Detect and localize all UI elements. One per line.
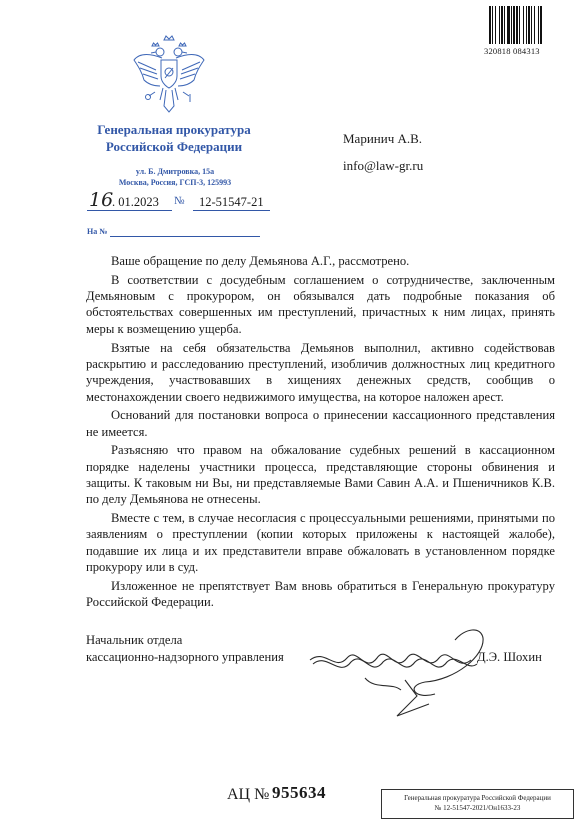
- serial-label: АЦ №: [227, 786, 270, 803]
- number-sign: №: [174, 195, 185, 207]
- barcode-bar: [523, 6, 524, 44]
- signer-title-line2: кассационно-надзорного управления: [86, 650, 284, 664]
- barcode-bar: [504, 6, 505, 44]
- barcode-bar: [507, 6, 510, 44]
- letter-body: [86, 253, 555, 613]
- in-reply-label: На №: [87, 227, 108, 236]
- registration-number: 12-51547-21: [199, 195, 264, 209]
- barcode-bar: [492, 6, 493, 44]
- stamp-line1: Генеральная прокуратура Российской Федерации: [404, 794, 551, 802]
- barcode-bar: [495, 6, 496, 44]
- sender-org-line1: Генеральная прокуратура: [97, 122, 251, 137]
- in-reply-underline: [110, 236, 260, 237]
- recipient-name: Маринич А.В.: [343, 131, 423, 146]
- barcode-bar: [511, 6, 512, 44]
- barcode-bar: [531, 6, 532, 44]
- paragraph: Вместе с тем, в случае несогласия с процессуальными решениями, принятыми по заявлениям о преступлении (копии которых приложены к настоящей жалобе), подавшие их лица и их представители вправе обжаловать в установленном порядке прокурору или в суд.: [86, 511, 555, 575]
- barcode-bar: [519, 6, 520, 44]
- paragraph: Взятые на себя обязательства Демьянов выполнил, активно содействовав раскрытию и расследованию преступлений, изобличив должностных лиц кредитного учреждения, участвовавших в хищениях денежных средств, сообщив о местонахождении своего недвижимого имущества, на которое наложен арест.: [86, 340, 555, 404]
- paragraph: Разъясняю что правом на обжалование судебных решений в кассационном порядке наделены участники процесса, представляющие стороны обвинения и защиты. К таковым ни Вы, ни представляемые Вами Савин А.А. и Пшеничников К.В. по делу Демьянова не отнесены.: [86, 443, 555, 507]
- barcode-bar: [499, 6, 500, 44]
- registration-stamp: [381, 789, 574, 819]
- date-underline: [87, 210, 172, 211]
- barcode-bar: [516, 6, 518, 44]
- recipient-email: info@law-gr.ru: [343, 158, 424, 173]
- date-month-year: . 01.2023: [112, 195, 159, 209]
- barcode: [488, 6, 562, 50]
- barcode-bar: [501, 6, 503, 44]
- barcode-bar: [513, 6, 515, 44]
- barcode-bar: [534, 6, 535, 44]
- barcode-number: 320818 084313: [484, 46, 540, 56]
- paragraph: Ваше обращение по делу Демьянова А.Г., рассмотрено.: [111, 254, 410, 268]
- barcode-bar: [540, 6, 542, 44]
- serial-number: 955634: [272, 783, 326, 802]
- russian-coat-of-arms-icon: [130, 34, 208, 116]
- barcode-bar: [528, 6, 530, 44]
- stamp-line2: № 12-51547-2021/Он1633-23: [434, 804, 521, 812]
- handwritten-signature: [305, 620, 495, 720]
- paragraph: Изложенное не препятствует Вам вновь обратиться в Генеральную прокуратуру Российской Федерации.: [86, 578, 555, 610]
- sender-org-line2: Российской Федерации: [105, 139, 243, 154]
- sender-address-line2: Москва, Россия, ГСП-3, 125993: [118, 178, 232, 187]
- number-underline: [193, 210, 270, 211]
- date-day-handwritten: 16: [89, 189, 114, 211]
- barcode-bar: [489, 6, 491, 44]
- paragraph: В соответствии с досудебным соглашением о сотрудничестве, заключенным Демьяновым с прокурором, он обязывался дать подробные показания об обстоятельствах совершенных им преступлений, причастных к ним лицах, принять меры к возмещению ущерба.: [86, 272, 555, 336]
- sender-address-line1: ул. Б. Дмитровка, 15а: [135, 167, 215, 176]
- barcode-bar: [538, 6, 539, 44]
- paragraph: Оснований для постановки вопроса о принесении кассационного представления не имеется.: [86, 408, 555, 439]
- signer-name: Д.Э. Шохин: [477, 650, 542, 664]
- signer-title-line1: Начальник отдела: [86, 633, 183, 647]
- barcode-bar: [526, 6, 527, 44]
